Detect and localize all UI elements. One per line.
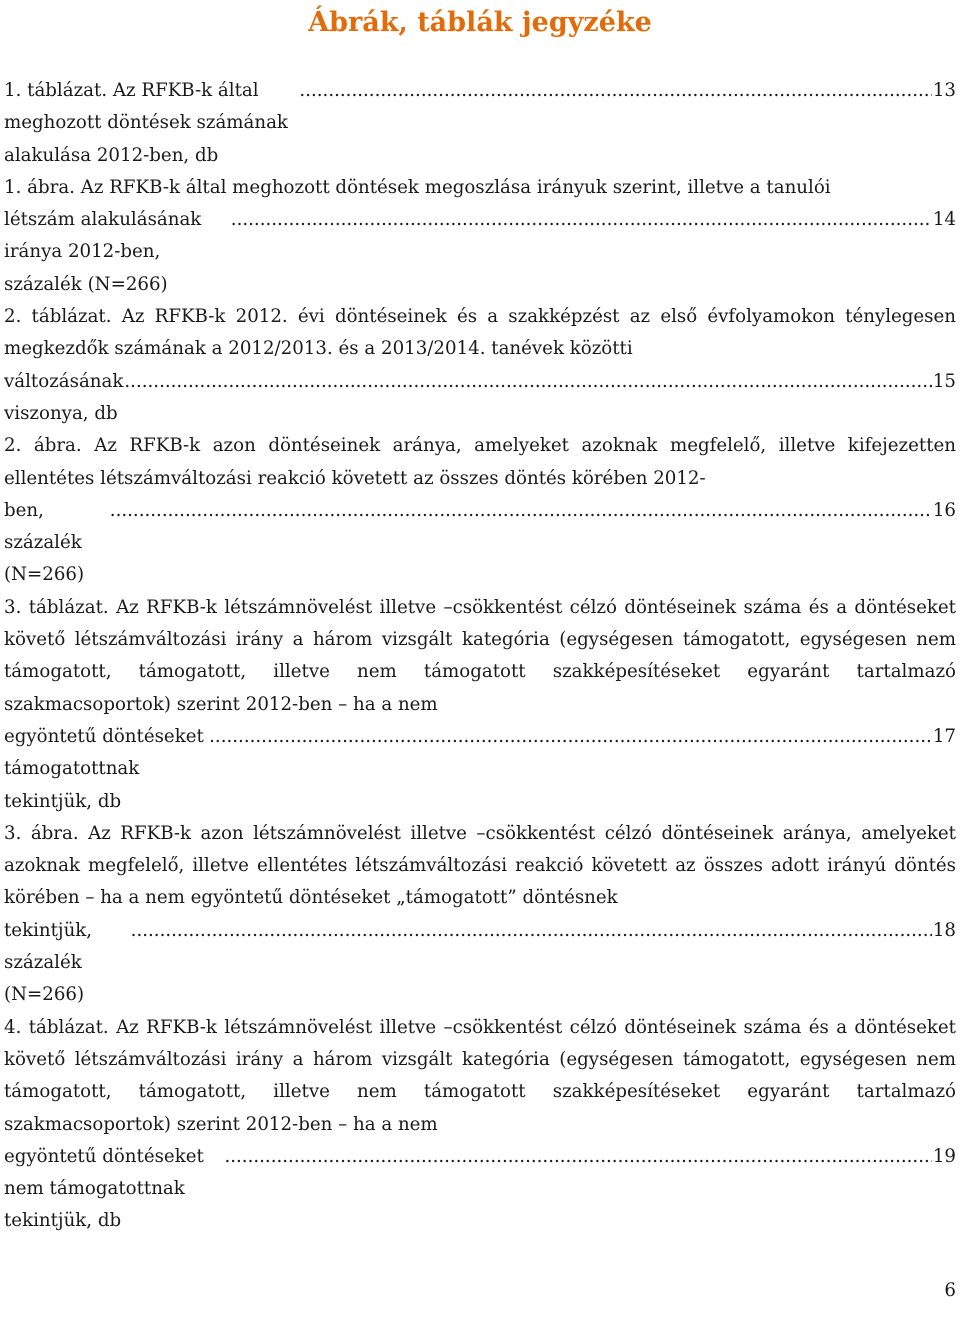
- toc-entry-text: 2. táblázat. Az RFKB-k 2012. évi döntéseinek és a szakképzést az első évfolyamokon ténylegesen megkezdők számának a 2012/2013. és a 2013/2014. tanévek közötti: [4, 306, 956, 360]
- toc-entry-table-3[interactable]: [4, 592, 956, 818]
- toc-entry-text-end: egyöntetű döntéseket nem támogatottnak tekintjük, db: [4, 1145, 204, 1232]
- dot-leader: [299, 75, 931, 107]
- dot-leader: [209, 721, 932, 753]
- toc-entry-text-end: 1. táblázat. Az RFKB-k által meghozott döntések számának alakulása 2012-ben, db: [4, 80, 288, 166]
- toc-entry-figure-3[interactable]: [4, 818, 956, 1012]
- toc-entry-text-end: létszám alakulásának iránya 2012-ben, százalék (N=266): [4, 209, 202, 295]
- toc-entry-figure-1[interactable]: [4, 172, 956, 301]
- toc-entry-page: 13: [932, 80, 956, 101]
- toc-entry-text-end: tekintjük, százalék (N=266): [4, 919, 93, 1006]
- dot-leader: [124, 366, 931, 398]
- toc-entry-last-line: [4, 721, 956, 818]
- toc-entry-table-1[interactable]: [4, 75, 956, 172]
- toc-entry-text: 4. táblázat. Az RFKB-k létszámnövelést illetve –csökkentést célzó döntéseinek száma és a döntéseket követő létszámváltozási irány a három vizsgált kategória (egységesen támogatott, egységesen nem támogatott, támogatott, illetve nem támogatott szakképesítéseket egyaránt tartalmazó szakmacsoportok) szerint 2012-ben – ha a nem: [4, 1016, 956, 1135]
- toc-entry-text: 2. ábra. Az RFKB-k azon döntéseinek aránya, amelyeket azoknak megfelelő, illetve kifejezetten ellentétes létszámváltozási reakció követett az összes döntés körében 2012-: [4, 435, 956, 489]
- toc-entry-last-line: [4, 366, 956, 431]
- toc-entry-text-end: egyöntetű döntéseket támogatottnak tekintjük, db: [4, 725, 204, 812]
- toc-entry-page: 17: [932, 725, 956, 747]
- toc-entry-page: 19: [932, 1145, 956, 1167]
- toc-entry-table-4[interactable]: [4, 1012, 956, 1238]
- toc-entry-text: 3. ábra. Az RFKB-k azon létszámnövelést illetve –csökkentést célzó döntéseinek aránya, amelyeket azoknak megfelelő, illetve ellentétes létszámváltozási reakció követett az összes adott irányú döntés körében – ha a nem egyöntetű döntéseket „támogatott” döntésnek: [4, 822, 956, 909]
- toc-entry-text: 3. táblázat. Az RFKB-k létszámnövelést illetve –csökkentést célzó döntéseinek száma és a döntéseket követő létszámváltozási irány a három vizsgált kategória (egységesen támogatott, egységesen nem támogatott, támogatott, illetve nem támogatott szakképesítéseket egyaránt tartalmazó szakmacsoportok) szerint 2012-ben – ha a nem: [4, 596, 956, 715]
- page-title: Ábrák, táblák jegyzéke: [308, 7, 652, 38]
- toc-entry-figure-2[interactable]: [4, 430, 956, 591]
- toc-entry-last-line: [4, 204, 956, 301]
- toc-entry-last-line: [4, 1141, 956, 1238]
- toc-entry-text: 1. ábra. Az RFKB-k által meghozott döntések megoszlása irányuk szerint, illetve a tanulói: [4, 176, 831, 198]
- dot-leader: [110, 495, 932, 527]
- toc-entry-table-2[interactable]: [4, 301, 956, 430]
- dot-leader: [224, 1141, 931, 1173]
- toc-entry-text-end: ben, százalék (N=266): [4, 499, 85, 586]
- toc-entry-text-end: változásának viszonya, db: [4, 370, 124, 424]
- dot-leader: [231, 204, 932, 236]
- toc-entry-page: 14: [932, 209, 956, 231]
- toc-entry-last-line: [4, 495, 956, 592]
- toc-entry-last-line: [4, 915, 956, 1012]
- toc-entry-last-line: [4, 75, 956, 172]
- toc-entry-page: 16: [932, 499, 956, 521]
- page-number: 6: [944, 1280, 956, 1301]
- dot-leader: [131, 915, 932, 947]
- toc-entry-page: 18: [932, 919, 956, 941]
- toc-entry-page: 15: [932, 370, 956, 392]
- list-of-figures-and-tables: [4, 75, 956, 1238]
